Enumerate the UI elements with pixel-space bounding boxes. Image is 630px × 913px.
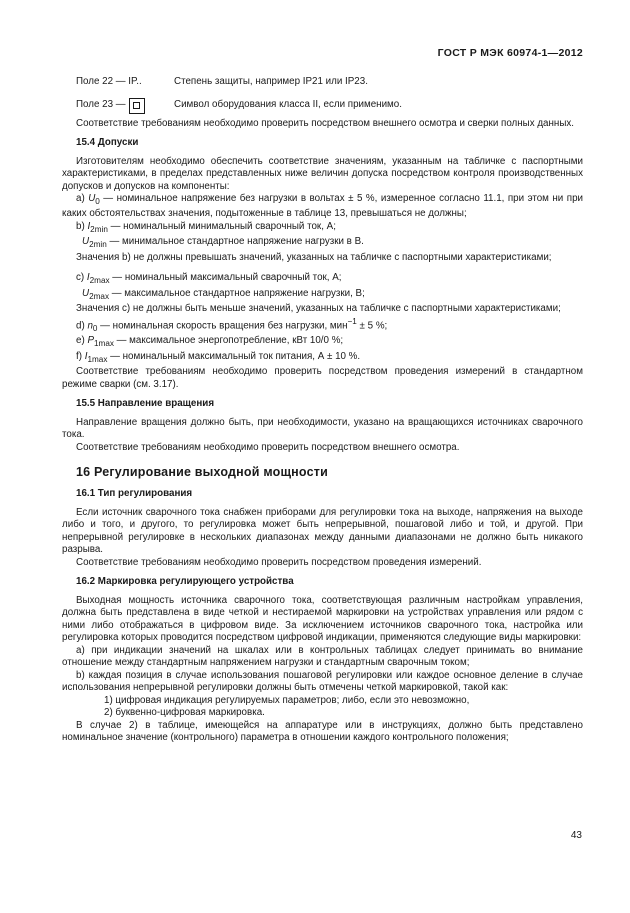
class-ii-symbol-icon — [129, 98, 145, 114]
section-16-1-title: 16.1 Тип регулирования — [76, 488, 193, 500]
s16-2-item-b: b) каждая позиция в случае использования пошаговой регулировки или каждое основное деление в случае использования непрерывной регулировки должны быть отмечены четкой маркировкой, такой как: — [62, 669, 583, 694]
page-content — [62, 44, 583, 745]
section-15-4-title: 15.4 Допуски — [76, 137, 139, 148]
s15-4-item-f: f) $I_{1max}$ — номинальный максимальный ток питания, А ± 10 %. — [76, 350, 361, 364]
s15-5-text: Направление вращения должно быть, при необходимости, указано на вращающихся источниках сварочного тока. — [62, 416, 583, 441]
s15-4-item-a: a) $U_0$ — номинальное напряжение без нагрузки в вольтах ± 5 %, измеренное согласно 11.1, при этом ни при каких обстоятельствах значения, подытоженные в таблице 13, превышаться не должны; — [62, 193, 583, 220]
s15-4-item-b2: $U_{2min}$ — минимальное стандартное напряжение нагрузки в В. — [82, 236, 364, 250]
conformity-markings: Соответствие требованиям необходимо проверить посредством внешнего осмотра и сверки полных данных. — [76, 117, 574, 129]
s15-4-item-c2: $U_{2max}$ — максимальное стандартное напряжение нагрузки, В; — [82, 287, 365, 301]
field-22-text: Степень защиты, например IP21 или IP23. — [174, 76, 368, 87]
s16-2-text: Выходная мощность источника сварочного тока, соответствующая различным настройкам управления, должна быть представлена в виде четкой и нестираемой маркировки на устройствах управления или рядом с ними либо отображаться в цифровом виде. За исключением источников сварочного тока, настройка или регулировка которых проводится посредством цифровой индикации, применяются следующие виды маркировки: — [62, 594, 583, 644]
section-15-5-title: 15.5 Направление вращения — [76, 398, 215, 410]
s15-4-item-e: e) $P_{1max}$ — максимальное энергопотребление, кВт 10/0 %; — [76, 335, 344, 349]
field-22-label: Поле 22 — IP.. — [76, 76, 142, 87]
s16-2-item-b2: 2) буквенно-цифровая маркировка. — [104, 707, 265, 719]
s16-2-item-a: a) при индикации значений на шкалах или в контрольных таблицах следует принимать во внимание отношение между стандартным напряжением нагрузки и стандартным сварочным током; — [62, 644, 583, 669]
standard-header: ГОСТ Р МЭК 60974-1—2012 — [437, 47, 583, 59]
s15-4-intro: Изготовителям необходимо обеспечить соответствие значениям, указанным на табличке с паспортными характеристиками, в пределах представленных ниже величин допуска посредством контроля производственных допусков и допусков на компоненты: — [62, 155, 583, 192]
s15-4-item-d: d) $n_0$ — номинальная скорость вращения без нагрузки, мин$^{-1}$ ± 5 %; — [76, 316, 388, 333]
s15-4-conformity: Соответствие требованиям необходимо проверить посредством проведения измерений в стандартном режиме сварки (см. 3.17). — [62, 366, 583, 390]
s15-4-item-c1: c) $I_{2max}$ — номинальный максимальный сварочный ток, А; — [76, 272, 342, 286]
field-22 — [62, 76, 583, 89]
s16-2-closing: В случае 2) в таблице, имеющейся на аппаратуре или в инструкциях, должно быть представлено номинальное значение (контрольного) параметра в отношении каждого контрольного положения; — [62, 719, 583, 744]
field-23-text: Символ оборудования класса II, если применимо. — [174, 99, 402, 111]
field-23-label: Поле 23 — — [76, 99, 126, 111]
section-16-title: 16 Регулирование выходной мощности — [76, 465, 328, 480]
s15-5-conformity: Соответствие требованиям необходимо проверить посредством внешнего осмотра. — [76, 441, 460, 453]
s16-1-text: Если источник сварочного тока снабжен приборами для регулировки тока на выходе, напряжения на выходе либо и того, и другого, то регулировка может быть непрерывной, пошаговой либо и той, и другой. При непрерывной регулировке в нескольких диапазонах между данными диапазонами не должно быть никакого разрыва. — [62, 506, 583, 556]
s15-4-item-b1: b) $I_{2min}$ — номинальный минимальный сварочный ток, А; — [76, 220, 336, 234]
field-23 — [62, 98, 583, 114]
s16-1-conformity: Соответствие требованиям необходимо проверить посредством проведения измерений. — [76, 556, 482, 568]
section-16-2-title: 16.2 Маркировка регулирующего устройства — [76, 576, 294, 588]
page-number: 43 — [570, 830, 582, 841]
s15-4-note-b: Значения b) не должны превышать значений, указанных на табличке с паспортными характеристиками; — [76, 251, 552, 263]
s16-2-item-b1: 1) цифровая индикация регулируемых параметров; либо, если это невозможно, — [104, 694, 470, 706]
s15-4-note-c: Значения c) не должны быть меньше значений, указанных на табличке с паспортными характеристиками; — [76, 303, 561, 315]
